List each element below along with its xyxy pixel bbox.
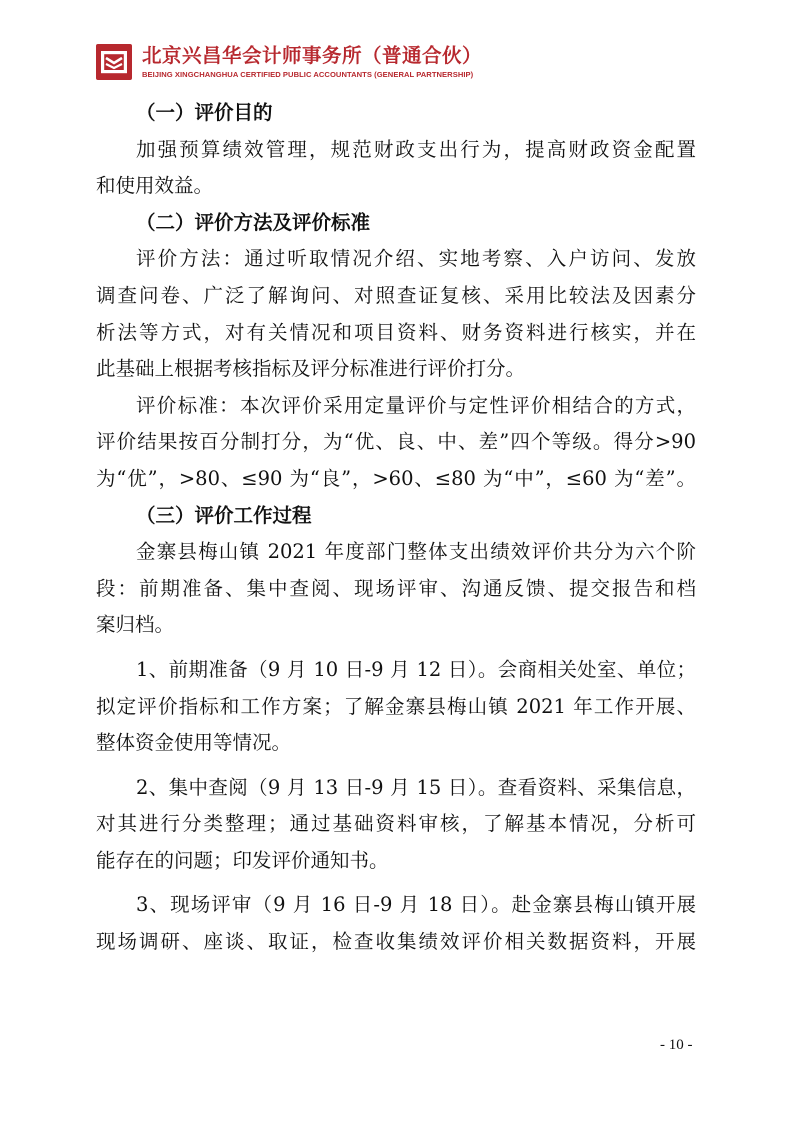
- firm-name-chinese: 北京兴昌华会计师事务所（普通合伙）: [142, 44, 483, 67]
- paragraph-step-3: [96, 887, 696, 960]
- text-line: 和使用效益。: [96, 174, 214, 198]
- text-line: 2、集中查阅（9 月 13 日-9 月 15 日）。查看资料、采集信息，: [136, 775, 696, 799]
- text-line: 析法等方式，对有关情况和项目资料、财务资料进行核实，并在: [96, 320, 696, 344]
- text-line: 金寨县梅山镇 2021 年度部门整体支出绩效评价共分为六个阶: [136, 540, 696, 564]
- paragraph-step-2: [96, 770, 696, 880]
- text-line: 现场调研、座谈、取证，检查收集绩效评价相关数据资料，开展: [96, 930, 696, 954]
- text-line: 段：前期准备、集中查阅、现场评审、沟通反馈、提交报告和档: [96, 576, 696, 600]
- text-line: 拟定评价指标和工作方案；了解金寨县梅山镇 2021 年工作开展、: [96, 694, 696, 718]
- text-line: 此基础上根据考核指标及评分标准进行评价打分。: [96, 357, 526, 381]
- section-heading-method-standard: （二）评价方法及评价标准: [136, 210, 371, 234]
- document-body: [96, 95, 696, 961]
- text-line: 能存在的问题；印发评价通知书。: [96, 848, 389, 872]
- paragraph-process-intro: [96, 534, 696, 644]
- firm-name-english: BEIJING XINGCHANGHUA CERTIFIED PUBLIC ACCOUNTANTS (GENERAL PARTNERSHIP): [142, 70, 474, 79]
- text-line: 对其进行分类整理；通过基础资料审核，了解基本情况，分析可: [96, 812, 696, 836]
- text-line: 评价结果按百分制打分，为“优、良、中、差”四个等级。得分>90: [96, 430, 696, 454]
- paragraph-evaluation-standard: [96, 388, 696, 498]
- letterhead: [96, 40, 696, 88]
- text-line: 3、现场评审（9 月 16 日-9 月 18 日）。赴金寨县梅山镇开展: [136, 893, 696, 917]
- paragraph-step-1: [96, 652, 696, 762]
- text-line: 评价标准：本次评价采用定量评价与定性评价相结合的方式，: [136, 393, 696, 417]
- page-number: - 10 -: [660, 1037, 693, 1053]
- firm-logo-icon: [96, 44, 132, 80]
- section-heading-work-process: （三）评价工作过程: [136, 503, 312, 527]
- section-heading-evaluation-purpose: （一）评价目的: [136, 101, 273, 124]
- paragraph-evaluation-method: [96, 241, 696, 387]
- text-line: 1、前期准备（9 月 10 日-9 月 12 日）。会商相关处室、单位；: [136, 657, 696, 681]
- text-line: 为“优”，>80、≤90 为“良”，>60、≤80 为“中”，≤60 为“差”。: [96, 466, 696, 490]
- text-line: 整体资金使用等情况。: [96, 731, 292, 755]
- text-line: 调查问卷、广泛了解询问、对照查证复核、采用比较法及因素分: [96, 283, 696, 307]
- paragraph-purpose: [96, 132, 696, 205]
- text-line: 评价方法：通过听取情况介绍、实地考察、入户访问、发放: [136, 247, 696, 271]
- text-line: 案归档。: [96, 613, 175, 637]
- text-line: 加强预算绩效管理，规范财政支出行为，提高财政资金配置: [136, 137, 696, 161]
